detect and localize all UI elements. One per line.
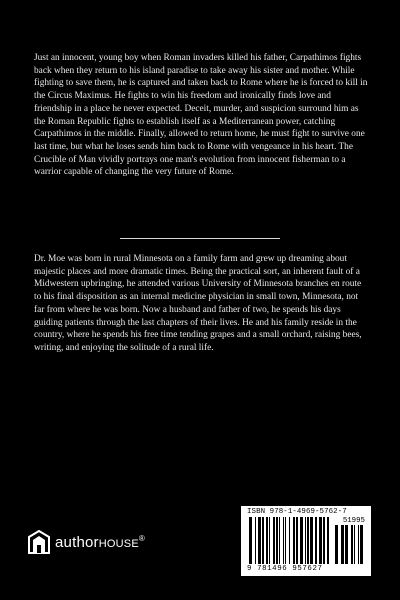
authorhouse-logo-icon bbox=[28, 530, 50, 554]
barcode-bar bbox=[283, 517, 284, 564]
ean-digits: 9 781496 957627 bbox=[247, 565, 323, 573]
barcode-bar bbox=[310, 517, 313, 564]
ean-barcode bbox=[249, 517, 329, 564]
publisher-logo bbox=[28, 529, 145, 555]
author-bio: Dr. Moe was born in rural Minnesota on a family farm and grew up dreaming about majestic places and more dramatic times. Being the practical sort, an inherent fault of a Midwestern upbringing, he attended various University of Minnesota branches en route to his final disposition as an internal medicine physician in small town, Minnesota, not far from where he was born. Now a husband and father of two, he spends his days guiding patients through the last chapters of their lives. He and his family reside in the country, where he spends his free time tending grapes and a small orchard, raising bees, writing, and enjoying the solitude of a rural life. bbox=[34, 254, 362, 353]
barcode-bar bbox=[300, 517, 303, 564]
barcode-bar bbox=[327, 517, 329, 564]
publisher-name: authorHOUSE® bbox=[55, 533, 145, 551]
barcode-bar bbox=[335, 525, 338, 564]
barcode-bar bbox=[249, 517, 252, 564]
barcode-bar bbox=[345, 525, 348, 564]
barcode-bar bbox=[279, 517, 280, 564]
barcode-bar bbox=[351, 525, 353, 564]
barcode-bar bbox=[273, 517, 275, 564]
barcode-bar bbox=[266, 517, 268, 564]
barcode-bar bbox=[307, 517, 309, 564]
back-cover-blurb: Just an innocent, young boy when Roman invaders killed his father, Carpathimos fights back when they return to his island paradise to take away his sister and mother. While fighting to save them, he is captured and taken back to Rome where he is forced to kill in the Circus Maximus. He fights to win his freedom and ironically finds love and friendship in a place he never expected. Deceit, murder, and suspicion surround him as the Roman Republic fights to establish itself as a Mediterranean power, catching Carpathimos in the middle. Finally, allowed to return home, he must fight to survive one last time, but what he loses sends him back to Rome with vengeance in his heart. The Crucible of Man vividly portrays one man's evolution from innocent fisherman to a warrior capable of changing the very future of Rome. bbox=[34, 53, 368, 178]
barcode-bar bbox=[285, 517, 286, 564]
barcode-bar bbox=[319, 517, 322, 564]
barcode-bar bbox=[354, 525, 355, 564]
barcode-bar bbox=[269, 517, 270, 564]
barcode-bar bbox=[293, 517, 295, 564]
barcode-bar bbox=[255, 517, 256, 564]
barcode-bar bbox=[360, 525, 363, 564]
barcode-bar bbox=[315, 517, 317, 564]
barcode-bar bbox=[262, 517, 264, 564]
price-addon-barcode bbox=[335, 525, 365, 564]
barcode-bar bbox=[276, 517, 278, 564]
barcode-bar bbox=[289, 517, 290, 564]
barcode-panel bbox=[241, 506, 371, 576]
barcode-bar bbox=[305, 517, 306, 564]
barcode-bar bbox=[323, 517, 325, 564]
barcode-bar bbox=[296, 517, 298, 564]
barcode-bar bbox=[358, 525, 359, 564]
barcode-bar bbox=[341, 525, 344, 564]
price-code: 51995 bbox=[342, 517, 365, 525]
section-divider bbox=[120, 238, 280, 239]
barcode-bar bbox=[258, 517, 261, 564]
isbn-label: ISBN 978-1-4969-5762-7 bbox=[247, 508, 347, 516]
